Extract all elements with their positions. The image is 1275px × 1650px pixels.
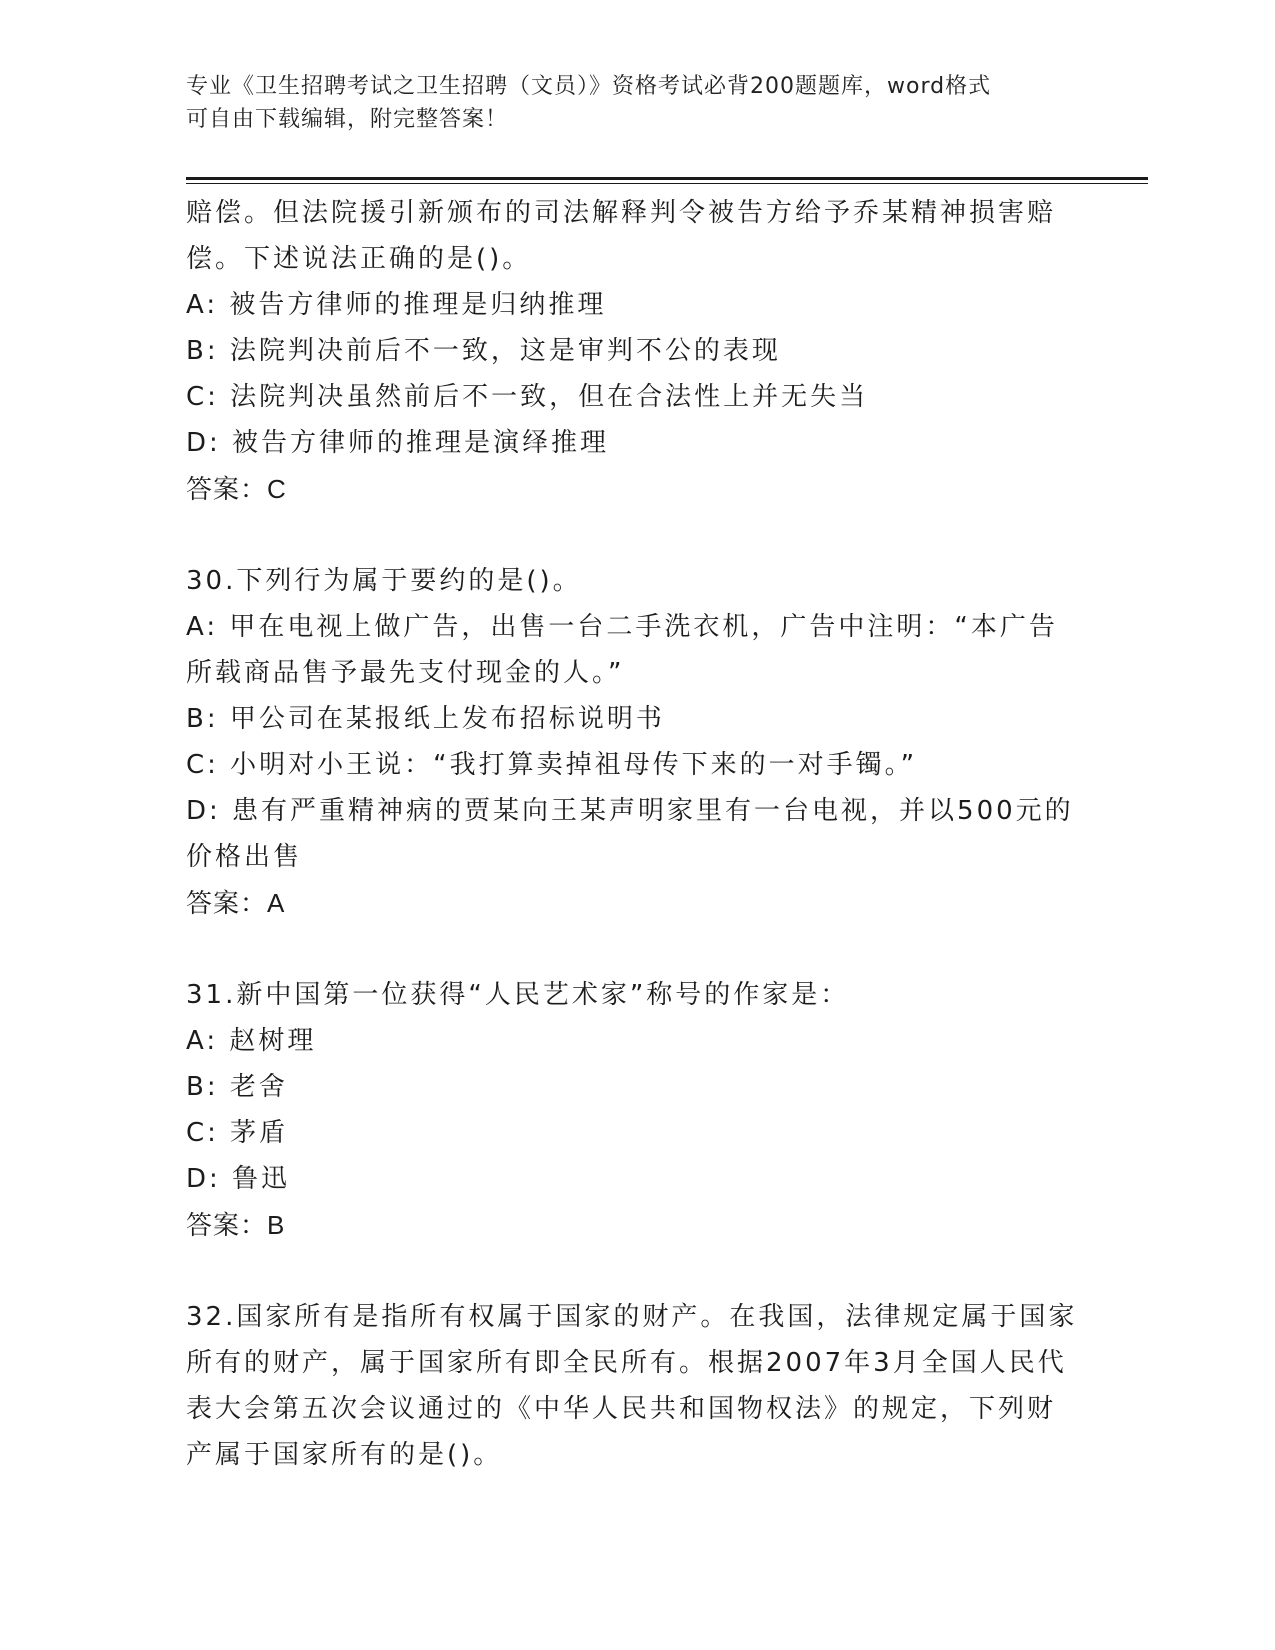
option-a-continuation: 所载商品售予最先支付现金的人。” bbox=[186, 658, 625, 688]
header-title-line-2: 可自由下载编辑，附完整答案！ bbox=[186, 107, 509, 132]
option-d: D: 患有严重精神病的贾某向王某声明家里有一台电视，并以500元的 bbox=[186, 796, 1074, 826]
header-title-line-1: 专业《卫生招聘考试之卫生招聘（文员）》资格考试必背200题题库，word格式 bbox=[186, 74, 992, 99]
option-d: D: 被告方律师的推理是演绎推理 bbox=[186, 428, 610, 458]
header-divider-thin bbox=[186, 183, 1148, 184]
spacer bbox=[186, 512, 1086, 558]
option-a: A: 甲在电视上做广告，出售一台二手洗衣机，广告中注明：“本广告 bbox=[186, 612, 1058, 642]
question-text-line: 30.下列行为属于要约的是()。 bbox=[186, 566, 582, 596]
option-b: B: 法院判决前后不一致，这是审判不公的表现 bbox=[186, 336, 781, 366]
spacer bbox=[186, 926, 1086, 972]
header-divider-thick bbox=[186, 177, 1148, 180]
question-text-line: 所有的财产，属于国家所有即全民所有。根据2007年3月全国人民代 bbox=[186, 1348, 1067, 1378]
option-b: B: 甲公司在某报纸上发布招标说明书 bbox=[186, 704, 665, 734]
option-a: A: 被告方律师的推理是归纳推理 bbox=[186, 290, 607, 320]
question-30 bbox=[186, 558, 1086, 926]
document-body bbox=[186, 190, 1086, 1478]
question-29-continuation bbox=[186, 190, 1086, 512]
option-c: C: 茅盾 bbox=[186, 1118, 289, 1148]
option-c: C: 小明对小王说：“我打算卖掉祖母传下来的一对手镯。” bbox=[186, 750, 918, 780]
answer-line: 答案：C bbox=[186, 474, 287, 504]
answer-line: 答案：B bbox=[186, 1210, 286, 1240]
question-text-line: 31.新中国第一位获得“人民艺术家”称号的作家是： bbox=[186, 980, 850, 1010]
option-c: C: 法院判决虽然前后不一致，但在合法性上并无失当 bbox=[186, 382, 869, 412]
question-text-line: 32.国家所有是指所有权属于国家的财产。在我国，法律规定属于国家 bbox=[186, 1302, 1078, 1332]
question-31 bbox=[186, 972, 1086, 1248]
question-text-line: 产属于国家所有的是()。 bbox=[186, 1440, 503, 1470]
option-d-continuation: 价格出售 bbox=[186, 842, 303, 872]
answer-line: 答案：A bbox=[186, 888, 286, 918]
spacer bbox=[186, 1248, 1086, 1294]
option-a: A: 赵树理 bbox=[186, 1026, 317, 1056]
question-32 bbox=[186, 1294, 1086, 1478]
question-text-line: 表大会第五次会议通过的《中华人民共和国物权法》的规定，下列财 bbox=[186, 1394, 1057, 1424]
option-d: D: 鲁迅 bbox=[186, 1164, 291, 1194]
question-text-line: 偿。下述说法正确的是()。 bbox=[186, 244, 532, 274]
option-b: B: 老舍 bbox=[186, 1072, 288, 1102]
document-header bbox=[186, 70, 1066, 136]
question-text-line: 赔偿。但法院援引新颁布的司法解释判令被告方给予乔某精神损害赔 bbox=[186, 198, 1057, 228]
